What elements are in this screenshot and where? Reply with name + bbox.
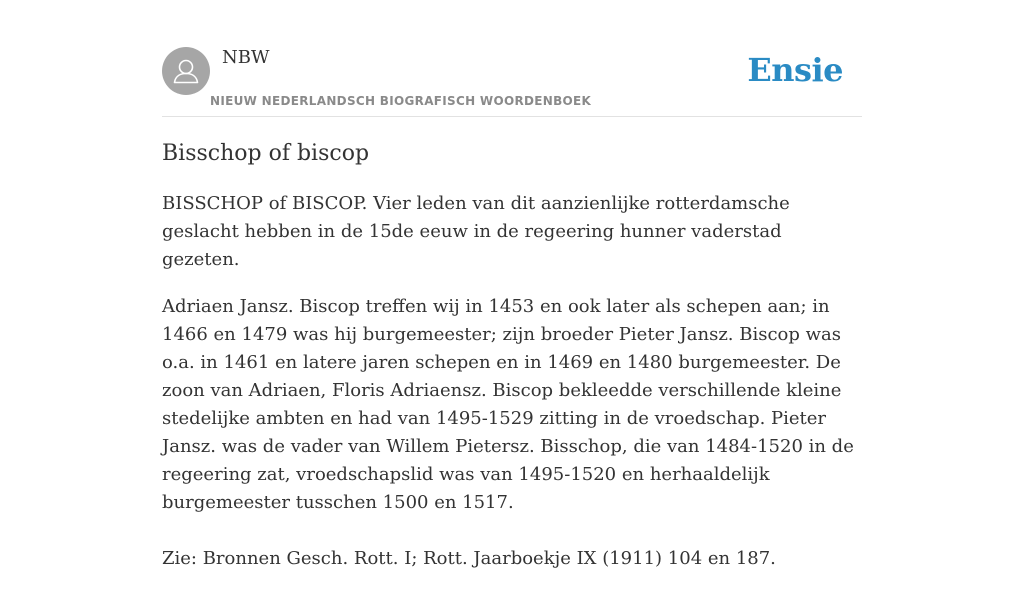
source-header xyxy=(162,0,862,117)
article-title: Bisschop of biscop xyxy=(162,141,370,166)
article-content xyxy=(162,138,862,592)
source-name[interactable]: NBW xyxy=(222,47,270,68)
user-icon xyxy=(162,47,210,95)
article-paragraph: Adriaen Jansz. Biscop treffen wij in 1453 en ook later als schepen aan; in 1466 en 1479 was hij burgemeester; zijn broeder Pieter Jansz. Biscop was o.a. in 1461 en latere jaren schepen en in 1469 en 1480 burgemeester. De zoon van Adriaen, Floris Adriaensz. Biscop bekleedde verschillende kleine stedelijke ambten en had van 1495-1529 zitting in de vroedschap. Pieter Jansz. was de vader van Willem Pietersz. Bisschop, die van 1484-1520 in de regeering zat, vroedschapslid was van 1495-1520 en herhaaldelijk burgemeester tusschen 1500 en 1517. xyxy=(162,296,854,513)
article-paragraph: BISSCHOP of BISCOP. Vier leden van dit aanzienlijke rotterdamsche geslacht hebben in de 15de eeuw in de regeering hunner vaderstad gezeten. xyxy=(162,193,790,270)
ensie-logo[interactable]: Ensie xyxy=(747,51,843,89)
article-sources: Zie: Bronnen Gesch. Rott. I; Rott. Jaarboekje IX (1911) 104 en 187. xyxy=(162,548,776,569)
source-full-title: NIEUW NEDERLANDSCH BIOGRAFISCH WOORDENBOEK xyxy=(210,94,592,108)
source-avatar[interactable] xyxy=(162,47,210,95)
